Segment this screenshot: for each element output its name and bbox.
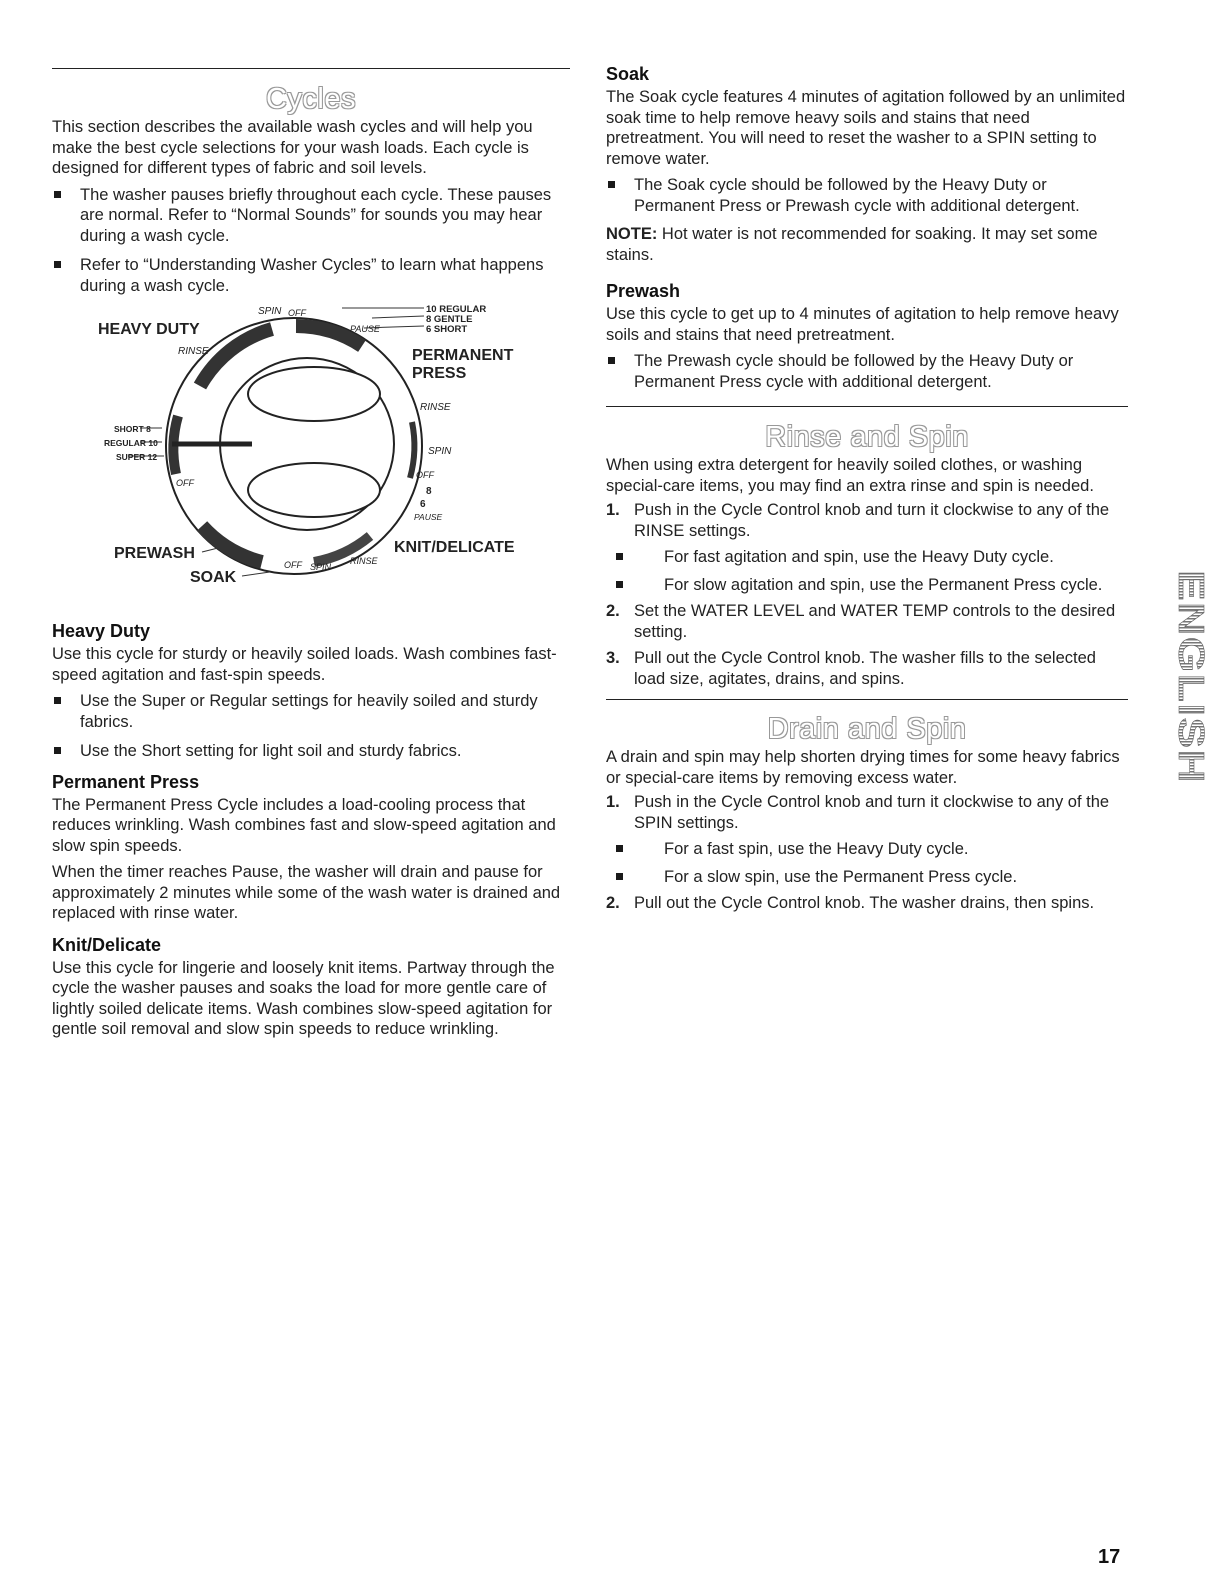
dial-label-knit-8: 8 bbox=[426, 486, 432, 497]
dial-label-pause-knit: PAUSE bbox=[414, 512, 443, 522]
dial-label-rinse-heavy: RINSE bbox=[178, 346, 209, 357]
list-item: Use the Short setting for light soil and sturdy fabrics. bbox=[52, 741, 570, 762]
heavy-duty-bullets bbox=[52, 691, 570, 762]
dial-label-knit-6: 6 bbox=[420, 499, 426, 510]
drain-spin-intro: A drain and spin may help shorten drying times for some heavy fabrics or special-care items by removing excess water. bbox=[606, 748, 1120, 787]
bullet-mark bbox=[616, 845, 623, 852]
section-rule bbox=[52, 68, 570, 69]
section-rule bbox=[606, 699, 1128, 700]
dial-label-off-pp: OFF bbox=[416, 470, 434, 480]
dial-label-pause: PAUSE bbox=[350, 324, 380, 334]
right-column bbox=[606, 0, 1128, 914]
drain-spin-sub-bullets bbox=[606, 839, 1128, 887]
bullet-mark bbox=[616, 873, 623, 880]
prewash-body: Use this cycle to get up to 4 minutes of agitation to help remove heavy soils and stains that need pretreatment. bbox=[606, 305, 1119, 344]
language-side-tab bbox=[1150, 566, 1212, 788]
bullet-mark bbox=[608, 357, 615, 364]
dial-label-press: PRESS bbox=[412, 365, 467, 382]
rinse-spin-title: Rinse and Spin bbox=[765, 421, 969, 453]
list-item: 1. Push in the Cycle Control knob and turn it clockwise to any of the SPIN settings. For a fast spin, use the Heavy Duty cycle. For a slow spin, use the Permanent Press cycle. bbox=[606, 792, 1128, 887]
permanent-press-heading: Permanent Press bbox=[52, 771, 200, 792]
dial-label-super-12: SUPER 12 bbox=[116, 452, 158, 462]
list-item: For slow agitation and spin, use the Permanent Press cycle. bbox=[606, 575, 1128, 596]
dial-label-permanent: PERMANENT bbox=[412, 347, 514, 364]
dial-label-8-gentle: 8 GENTLE bbox=[426, 314, 473, 325]
list-item: The washer pauses briefly throughout each cycle. These pauses are normal. Refer to “Normal Sounds” for sounds you may hear during a wash cycle. bbox=[52, 185, 570, 247]
cycles-title: Cycles bbox=[265, 83, 356, 115]
prewash-bullets bbox=[606, 351, 1128, 392]
prewash-heading: Prewash bbox=[606, 281, 681, 301]
dial-label-spin-pp: SPIN bbox=[428, 446, 452, 457]
permanent-press-body-1: The Permanent Press Cycle includes a load-cooling process that reduces wrinkling. Wash combines fast and slow-speed agitation and slow spin speeds. bbox=[52, 795, 556, 855]
soak-body: The Soak cycle features 4 minutes of agitation followed by an unlimited soak time to help remove heavy soils and stains that need pretreatment. You will need to reset the washer to a SPIN setting to remove water. bbox=[606, 88, 1126, 168]
cycle-dial-illustration bbox=[52, 304, 532, 604]
note-label: NOTE: bbox=[606, 225, 658, 243]
bullet-mark bbox=[54, 191, 61, 198]
dial-label-10-regular: 10 REGULAR bbox=[426, 304, 487, 315]
dial-label-off-left: OFF bbox=[176, 478, 194, 488]
soak-note bbox=[606, 224, 1128, 265]
dial-label-spin-bottom: SPIN bbox=[310, 562, 332, 572]
list-item: 3. Pull out the Cycle Control knob. The washer fills to the selected load size, agitates, drains, and spins. bbox=[606, 649, 1096, 688]
list-item: For a slow spin, use the Permanent Press cycle. bbox=[606, 867, 1128, 888]
list-item: Use the Super or Regular settings for heavily soiled and sturdy fabrics. bbox=[52, 691, 570, 732]
list-item: Refer to “Understanding Washer Cycles” to learn what happens during a wash cycle. bbox=[52, 255, 570, 296]
dial-label-heavy-duty: HEAVY DUTY bbox=[98, 321, 200, 338]
knit-delicate-body: Use this cycle for lingerie and loosely knit items. Partway through the cycle the washer pauses and soaks the load for more gentle care of lightly soiled delicate items. Wash combines slow-speed agitation for gentle soil removal and slow spin speeds to reduce wrinkling. bbox=[52, 958, 555, 1038]
list-item: The Soak cycle should be followed by the Heavy Duty or Permanent Press or Prewash cycle with additional detergent. bbox=[606, 175, 1128, 216]
rinse-spin-intro: When using extra detergent for heavily soiled clothes, or washing special-care items, you may find an extra rinse and spin is needed. bbox=[606, 456, 1094, 495]
list-item: 2. Pull out the Cycle Control knob. The washer drains, then spins. bbox=[606, 894, 1095, 912]
rinse-spin-steps bbox=[606, 500, 1128, 689]
dial-label-prewash: PREWASH bbox=[114, 545, 195, 562]
page-number: 17 bbox=[1098, 1546, 1121, 1568]
bullet-mark bbox=[616, 553, 623, 560]
knit-delicate-heading: Knit/Delicate bbox=[52, 934, 162, 955]
drain-spin-title: Drain and Spin bbox=[767, 713, 967, 745]
side-tab-text: ENGLISH bbox=[1171, 570, 1212, 738]
dial-label-6-short: 6 SHORT bbox=[426, 324, 468, 335]
soak-heading: Soak bbox=[606, 64, 650, 84]
rinse-spin-sub-bullets bbox=[606, 547, 1128, 595]
dial-label-off: OFF bbox=[288, 308, 306, 318]
list-item: For a fast spin, use the Heavy Duty cycle. bbox=[606, 839, 1128, 860]
cycles-bullets bbox=[52, 185, 570, 297]
soak-bullets bbox=[606, 175, 1128, 216]
dial-label-off-bottom: OFF bbox=[284, 560, 302, 570]
list-item: 1. Push in the Cycle Control knob and turn it clockwise to any of the RINSE settings. For fast agitation and spin, use the Heavy Duty cycle. For slow agitation and spin, use the Permanent Press cycle. bbox=[606, 500, 1128, 595]
bullet-mark bbox=[616, 581, 623, 588]
dial-label-regular-10: REGULAR 10 bbox=[104, 438, 158, 448]
note-text: Hot water is not recommended for soaking. It may set some stains. bbox=[606, 225, 1098, 264]
bullet-mark bbox=[608, 181, 615, 188]
heavy-duty-heading: Heavy Duty bbox=[52, 621, 151, 641]
list-item: The Prewash cycle should be followed by the Heavy Duty or Permanent Press cycle with additional detergent. bbox=[606, 351, 1128, 392]
drain-spin-steps bbox=[606, 792, 1128, 914]
bullet-mark bbox=[54, 261, 61, 268]
dial-label-soak: SOAK bbox=[190, 569, 237, 586]
list-item: For fast agitation and spin, use the Heavy Duty cycle. bbox=[606, 547, 1128, 568]
left-column bbox=[52, 0, 570, 1040]
heavy-duty-body: Use this cycle for sturdy or heavily soiled loads. Wash combines fast-speed agitation and fast-spin speeds. bbox=[52, 645, 557, 684]
section-rule bbox=[606, 406, 1128, 407]
cycles-intro: This section describes the available wash cycles and will help you make the best cycle selections for your wash loads. Each cycle is designed for different types of fabric and soil levels. bbox=[52, 118, 533, 177]
bullet-mark bbox=[54, 747, 61, 754]
dial-label-knit-delicate: KNIT/DELICATE bbox=[394, 539, 515, 556]
dial-label-rinse-bottom: RINSE bbox=[350, 556, 378, 566]
permanent-press-body-2: When the timer reaches Pause, the washer will drain and pause for approximately 2 minutes while some of the wash water is drained and replaced with rinse water. bbox=[52, 863, 561, 922]
dial-label-short-8: SHORT 8 bbox=[114, 424, 151, 434]
list-item: 2. Set the WATER LEVEL and WATER TEMP controls to the desired setting. bbox=[606, 602, 1116, 641]
bullet-mark bbox=[54, 697, 61, 704]
dial-label-rinse-pp: RINSE bbox=[420, 402, 451, 413]
dial-label-spin: SPIN bbox=[258, 306, 282, 317]
